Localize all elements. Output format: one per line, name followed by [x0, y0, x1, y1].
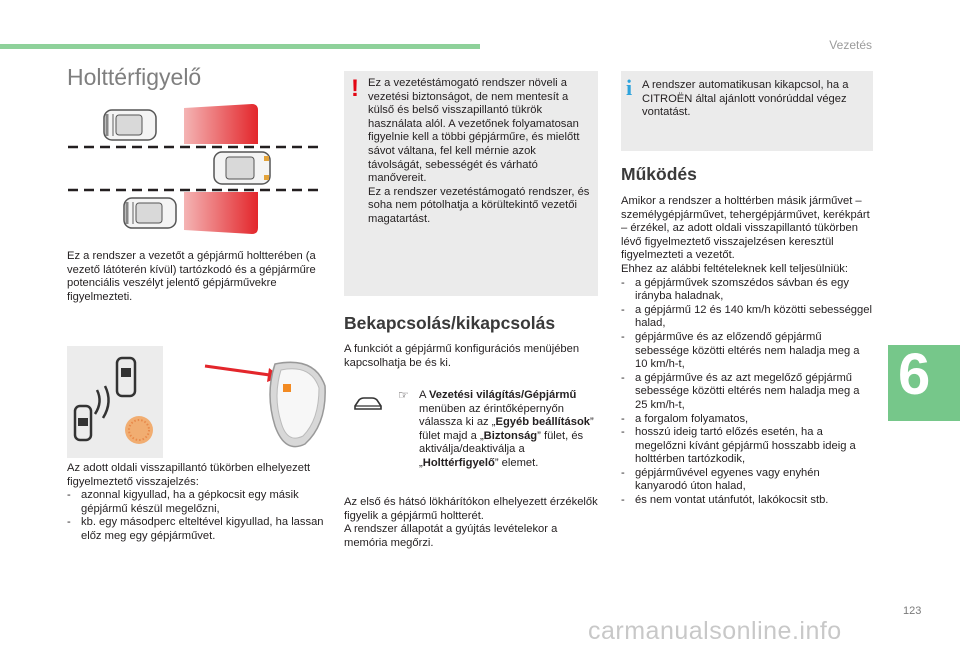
list-item: - a forgalom folyamatos, — [621, 413, 875, 427]
warning-text — [368, 77, 592, 227]
bekapcsolas-text: A funkciót a gépjármű konfigurációs menüjében kapcsolhatja be és ki. — [344, 343, 580, 369]
menu-name: Vezetési világítás/Gépjármű — [428, 389, 577, 401]
list-item: - gépjárművével egyenes vagy enyhén kanyarodó úton halad, — [621, 467, 875, 494]
tab-name: Biztonság — [483, 429, 538, 442]
info-box — [621, 71, 873, 151]
chapter-number: 6 — [898, 342, 931, 407]
car-settings-icon — [352, 396, 384, 412]
info-text: A rendszer automatikusan kikapcsol, ha a CITROËN által ajánlott vonórúddal végez vontatást. — [642, 79, 849, 119]
page-title: Holttérfigyelő — [67, 64, 202, 90]
chapter-label: Vezetés — [829, 38, 872, 52]
blind-spot-road-illustration — [66, 100, 328, 240]
mukodes-paragraph: Ehhez az alábbi feltételeknek kell teljesülniük: — [621, 262, 848, 275]
warning-exclamation-icon: ! — [351, 75, 359, 102]
warning-paragraph: Ez a vezetéstámogató rendszer növeli a vezetési biztonságot, de nem mentesít a külső és belső visszapillantó tükrök használata alól. A vezetőnek folyamatosan figyelnie kell a többi gépjárműre, és mielőtt sávot váltana, fel kell mérnie azok távolságát, sebességét és várható manővereit. — [368, 77, 580, 185]
chapter-tab — [888, 342, 960, 421]
mirror-warning-description — [67, 462, 329, 544]
mirror-warning-lead: Az adott oldali visszapillantó tükörben elhelyezett figyelmeztető visszajelzés: — [67, 462, 311, 488]
mukodes-paragraph: Amikor a rendszer a holttérben másik járművet – személygépjárművet, tehergépjárművet, kerékpárt – érzékel, az adott oldali visszapillantó tükörben lévő figyelmeztető visszajelzésen keresztül figyelmezteti a vezetőt. — [621, 195, 870, 262]
own-car — [214, 152, 270, 184]
bekapcsolas-instruction: A Vezetési világítás/Gépjármű menüben az érintőképernyőn válassza ki az „Egyéb beállítások” fület majd a „Biztonság” fület, és aktiválja/deaktiválja a „Holttérfigyelő” elemet. — [419, 389, 594, 469]
info-icon: i — [626, 75, 633, 100]
sensors-paragraph: Az első és hátsó lökhárítókon elhelyezett érzékelők figyelik a gépjármű holtterét. — [344, 496, 598, 522]
car-right-lane — [124, 198, 176, 228]
list-item: - a gépjárművek szomszédos sávban és egy irányba haladnak, — [621, 277, 875, 304]
intro-text: Ez a rendszer a vezetőt a gépjármű holtterében (a vezető látóterén kívül) tartózkodó és a gépjárműre potenciális veszélyt jelentő gépjárművekre figyelmezteti. — [67, 250, 316, 303]
mirror-warning-lamp — [283, 384, 291, 392]
list-item: - a gépjárműve és az azt megelőző gépjármű sebessége közötti eltérés nem haladja meg a 25 km/h-t, — [621, 372, 875, 413]
sensors-text — [344, 496, 600, 550]
bsm-symbol-panel — [67, 346, 163, 458]
blind-spot-zone-left — [184, 104, 258, 144]
tab-name: Egyéb beállítások — [495, 416, 590, 429]
list-item: - azonnal kigyullad, ha a gépkocsit egy másik gépjármű készül megelőzni, — [67, 489, 329, 516]
memory-paragraph: A rendszer állapotát a gyújtás levételekor a memória megőrzi. — [344, 523, 558, 549]
car-left-lane — [104, 110, 156, 140]
bekapcsolas-heading: Bekapcsolás/kikapcsolás — [344, 313, 556, 333]
blind-spot-zone-right — [184, 192, 258, 234]
warning-box — [344, 71, 598, 296]
watermark: carmanualsonline.info — [588, 617, 842, 645]
header-accent-bar — [0, 44, 480, 49]
pointing-hand-icon: ☞ — [398, 388, 409, 402]
mukodes-text — [621, 195, 875, 508]
mukodes-heading: Működés — [621, 164, 697, 184]
list-item: - kb. egy másodperc elteltével kigyullad, ha lassan előz meg egy gépjárművet. — [67, 516, 329, 543]
warning-paragraph: Ez a rendszer vezetéstámogató rendszer, és soha nem pótolhatja a körültekintő vezetői magatartást. — [368, 185, 590, 225]
list-item: - gépjárműve és az előzendő gépjármű sebessége közötti eltérés nem haladja meg a 10 km/h-t, — [621, 331, 875, 372]
feature-name: Holttérfigyelő — [422, 456, 495, 469]
page-number: 123 — [903, 605, 922, 617]
list-item: - és nem vontat utánfutót, lakókocsit stb. — [621, 494, 875, 508]
mirror-warning-illustration — [67, 346, 329, 458]
list-item: - a gépjármű 12 és 140 km/h közötti sebességgel halad, — [621, 304, 875, 331]
list-item: - hosszú ideig tartó előzés esetén, ha a megelőzni kívánt gépjármű hosszabb ideig a holttérben tartózkodik, — [621, 426, 875, 467]
